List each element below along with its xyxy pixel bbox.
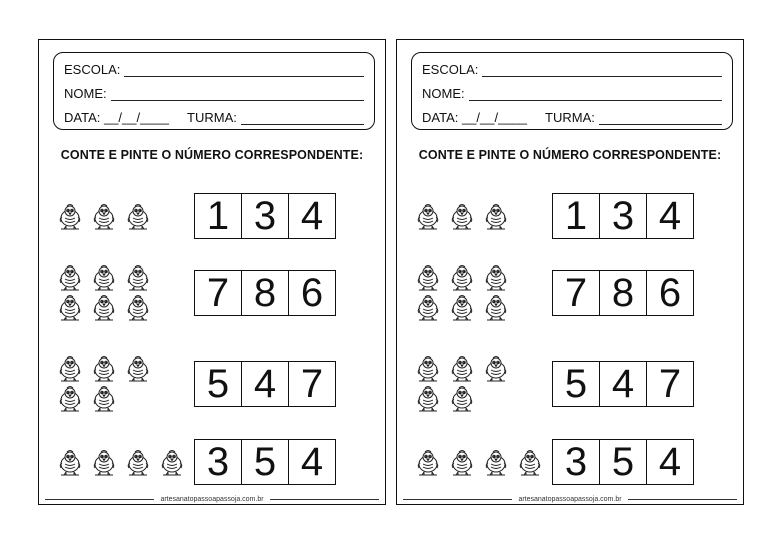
chick-icon — [481, 449, 511, 477]
chick-icon — [515, 449, 545, 477]
number-option[interactable]: 5 — [553, 362, 600, 406]
school-line[interactable] — [124, 63, 364, 77]
chick-icon — [89, 264, 119, 292]
number-option[interactable]: 5 — [195, 362, 242, 406]
bird-group — [411, 433, 531, 491]
date-class-field[interactable] — [422, 107, 722, 125]
chick-icon — [413, 294, 443, 322]
chick-icon — [55, 294, 85, 322]
bird-group — [53, 433, 173, 491]
number-option[interactable]: 8 — [600, 271, 647, 315]
footer-url: artesanatopassoapassoja.com.br — [160, 495, 264, 503]
name-label: NOME: — [64, 86, 107, 101]
class-line[interactable] — [599, 111, 722, 125]
chick-icon — [89, 203, 119, 231]
exercise-row — [397, 355, 743, 413]
footer — [39, 494, 385, 504]
chick-icon — [55, 385, 85, 413]
chick-icon — [123, 264, 153, 292]
number-options — [552, 361, 694, 407]
name-field[interactable] — [422, 83, 722, 101]
school-field[interactable] — [422, 59, 722, 77]
number-option[interactable]: 4 — [658, 194, 682, 238]
school-label: ESCOLA: — [422, 62, 479, 77]
number-option[interactable]: 3 — [195, 440, 242, 484]
number-option[interactable]: 7 — [195, 271, 242, 315]
number-option[interactable]: 4 — [600, 362, 647, 406]
chick-icon — [157, 449, 187, 477]
number-option[interactable]: 1 — [553, 194, 600, 238]
number-options — [552, 193, 694, 239]
number-option[interactable]: 4 — [242, 362, 289, 406]
name-line[interactable] — [111, 87, 364, 101]
number-option[interactable]: 6 — [300, 271, 324, 315]
chick-icon — [89, 449, 119, 477]
number-option[interactable]: 7 — [553, 271, 600, 315]
number-option[interactable]: 3 — [553, 440, 600, 484]
bird-group — [411, 355, 531, 413]
chick-icon — [413, 449, 443, 477]
chick-icon — [55, 264, 85, 292]
chick-icon — [55, 449, 85, 477]
number-option[interactable]: 3 — [600, 194, 647, 238]
exercise-row — [39, 264, 385, 322]
header-box — [411, 52, 733, 130]
chick-icon — [123, 294, 153, 322]
chick-icon — [55, 203, 85, 231]
chick-icon — [413, 355, 443, 383]
chick-icon — [413, 264, 443, 292]
exercise-row — [397, 264, 743, 322]
instruction-text: CONTE E PINTE O NÚMERO CORRESPONDENTE: — [60, 148, 364, 162]
class-label: TURMA: — [187, 110, 237, 125]
chick-icon — [447, 203, 477, 231]
chick-icon — [123, 449, 153, 477]
date-label: DATA: __/__/____ — [422, 110, 528, 125]
school-label: ESCOLA: — [64, 62, 121, 77]
chick-icon — [481, 355, 511, 383]
class-label: TURMA: — [545, 110, 595, 125]
number-option[interactable]: 8 — [242, 271, 289, 315]
exercise-row — [397, 433, 743, 491]
chick-icon — [481, 294, 511, 322]
date-label: DATA: __/__/____ — [64, 110, 170, 125]
exercise-row — [39, 433, 385, 491]
chick-icon — [413, 203, 443, 231]
number-option[interactable]: 5 — [242, 440, 289, 484]
bird-group — [411, 264, 531, 322]
footer-url: artesanatopassoapassoja.com.br — [518, 495, 622, 503]
chick-icon — [89, 355, 119, 383]
chick-icon — [447, 355, 477, 383]
name-field[interactable] — [64, 83, 364, 101]
chick-icon — [481, 203, 511, 231]
exercise-row — [39, 355, 385, 413]
number-options — [194, 439, 336, 485]
chick-icon — [123, 355, 153, 383]
number-option[interactable]: 4 — [300, 194, 324, 238]
exercise-row — [39, 187, 385, 245]
chick-icon — [123, 203, 153, 231]
number-option[interactable]: 7 — [658, 362, 682, 406]
chick-icon — [447, 449, 477, 477]
chick-icon — [55, 355, 85, 383]
header-box — [53, 52, 375, 130]
number-option[interactable]: 6 — [658, 271, 682, 315]
date-class-field[interactable] — [64, 107, 364, 125]
bird-group — [53, 187, 173, 245]
number-options — [552, 439, 694, 485]
footer — [397, 494, 743, 504]
exercise-row — [397, 187, 743, 245]
name-label: NOME: — [422, 86, 465, 101]
number-options — [194, 361, 336, 407]
instruction-text: CONTE E PINTE O NÚMERO CORRESPONDENTE: — [418, 148, 722, 162]
name-line[interactable] — [469, 87, 722, 101]
number-options — [552, 270, 694, 316]
worksheet-right — [396, 39, 744, 505]
chick-icon — [447, 294, 477, 322]
class-line[interactable] — [241, 111, 364, 125]
worksheet-left — [38, 39, 386, 505]
chick-icon — [481, 264, 511, 292]
number-option[interactable]: 3 — [242, 194, 289, 238]
number-options — [194, 193, 336, 239]
number-option[interactable]: 4 — [658, 440, 682, 484]
bird-group — [53, 355, 173, 413]
chick-icon — [413, 385, 443, 413]
school-field[interactable] — [64, 59, 364, 77]
chick-icon — [89, 385, 119, 413]
chick-icon — [447, 264, 477, 292]
bird-group — [411, 187, 531, 245]
chick-icon — [447, 385, 477, 413]
number-options — [194, 270, 336, 316]
number-option[interactable]: 5 — [600, 440, 647, 484]
number-option[interactable]: 1 — [195, 194, 242, 238]
number-option[interactable]: 4 — [300, 440, 324, 484]
bird-group — [53, 264, 173, 322]
number-option[interactable]: 7 — [300, 362, 324, 406]
chick-icon — [89, 294, 119, 322]
school-line[interactable] — [482, 63, 722, 77]
